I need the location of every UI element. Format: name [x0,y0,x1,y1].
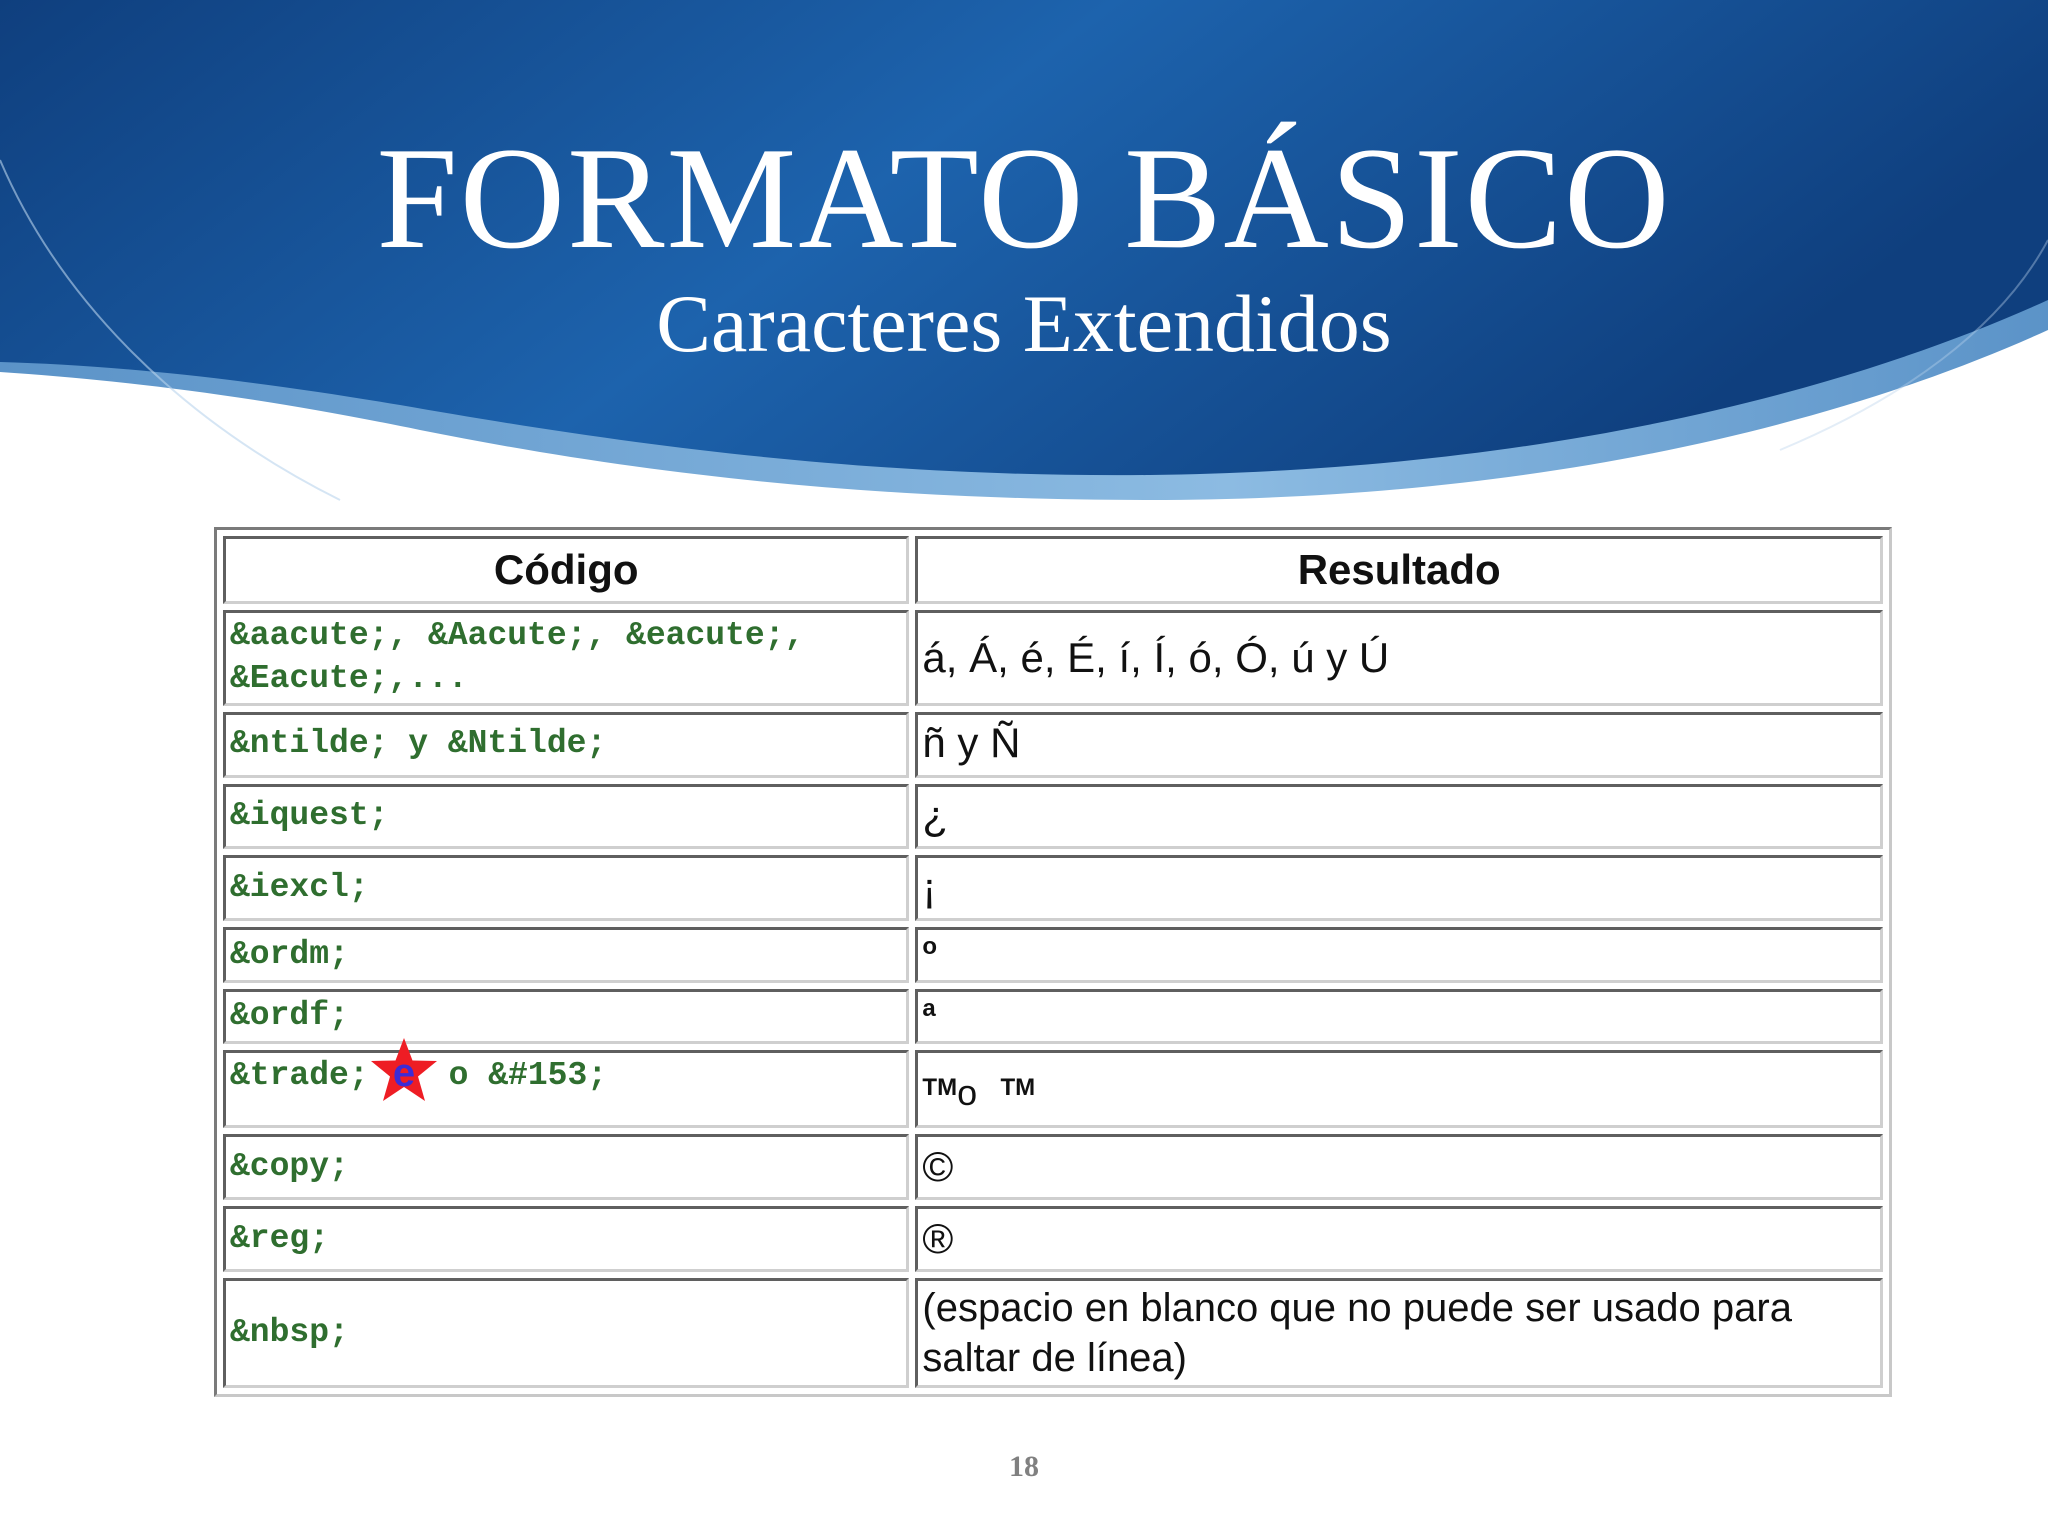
table-header-row [223,536,1883,604]
code-cell: &ntilde; y &Ntilde; [223,712,909,778]
table-row [223,1278,1883,1388]
code-cell: &copy; [223,1134,909,1200]
code-cell: &nbsp; [223,1278,909,1388]
code-cell: &reg; [223,1206,909,1272]
result-cell: o [915,927,1883,983]
code-cell: &iquest; [223,784,909,850]
star-icon [369,1036,439,1106]
header-result: Resultado [915,536,1883,604]
code-cell [223,1050,909,1128]
slide-title: FORMATO BÁSICO [376,117,1672,279]
code-text: &trade; [230,1057,369,1095]
result-cell: á, Á, é, É, í, Í, ó, Ó, ú y Ú [915,610,1883,706]
trademark-symbol: TM [922,1074,958,1102]
page-number: 18 [1009,1450,1039,1483]
table-row [223,1206,1883,1272]
table-row [223,1134,1883,1200]
code-cell: &ordf; [223,989,909,1045]
code-cell: &ordm; [223,927,909,983]
table-row [223,855,1883,921]
code-text: o &#153; [448,1057,608,1095]
star-letter: e [392,1050,415,1095]
table-row [223,927,1883,983]
table-row [223,610,1883,706]
table-row [223,712,1883,778]
result-cell [915,1050,1883,1128]
trademark-symbol: TM [1000,1074,1036,1102]
code-cell: &iexcl; [223,855,909,921]
result-cell: ñ y Ñ [915,712,1883,778]
header-code: Código [223,536,909,604]
result-cell: (espacio en blanco que no puede ser usado para saltar de línea) [915,1278,1883,1388]
result-cell: ® [915,1206,1883,1272]
table-row [223,989,1883,1045]
result-cell: a [915,989,1883,1045]
table-row [223,784,1883,850]
result-cell: © [915,1134,1883,1200]
result-text: o [957,1072,978,1114]
code-cell: &aacute;, &Aacute;, &eacute;, &Eacute;,... [223,610,909,706]
table-row [223,1050,1883,1128]
result-cell: ¡ [915,855,1883,921]
entities-table [214,527,1892,1397]
result-cell: ¿ [915,784,1883,850]
slide-subtitle: Caracteres Extendidos [656,278,1392,369]
